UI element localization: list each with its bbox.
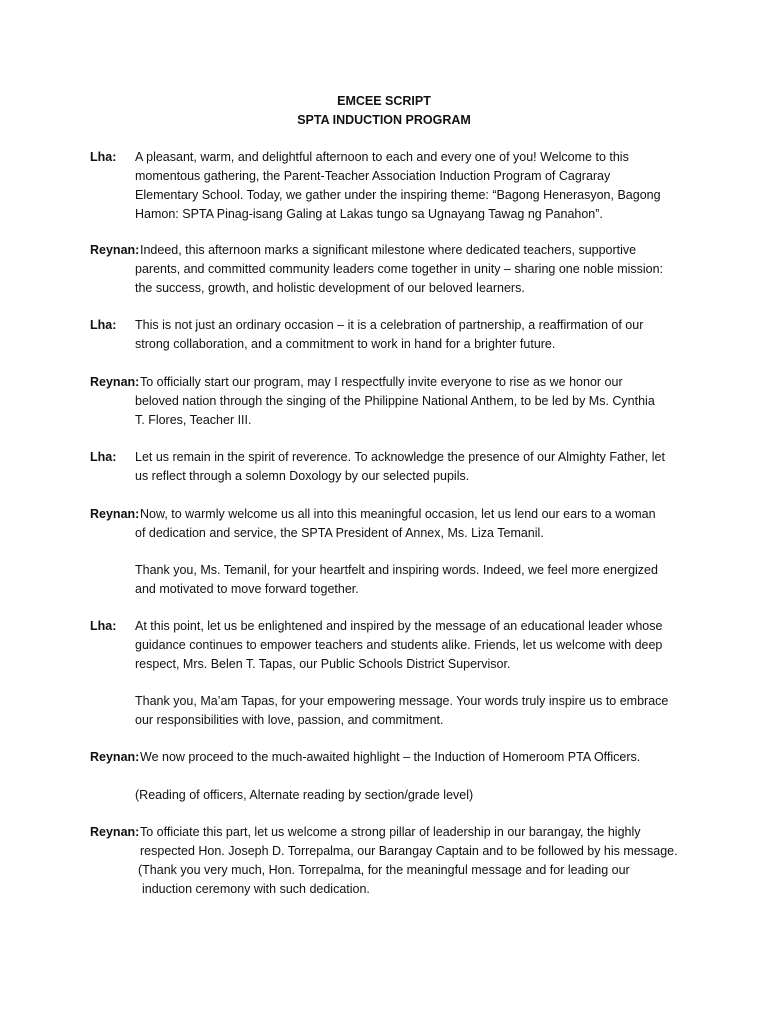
script-line: induction ceremony with such dedication. <box>142 882 370 896</box>
script-line: momentous gathering, the Parent-Teacher Association Induction Program of Cagraray <box>135 169 611 183</box>
script-line: To officiate this part, let us welcome a strong pillar of leadership in our barangay, the highly <box>140 825 641 839</box>
script-line: We now proceed to the much-awaited highlight – the Induction of Homeroom PTA Officers. <box>140 750 641 764</box>
speaker-label: Lha: <box>90 619 117 633</box>
script-line: us reflect through a solemn Doxology by our selected pupils. <box>135 469 470 483</box>
script-line: At this point, let us be enlightened and inspired by the message of an educational leader whose <box>135 619 663 633</box>
script-line: This is not just an ordinary occasion – it is a celebration of partnership, a reaffirmation of our <box>135 318 644 332</box>
script-line: guidance continues to empower teachers and students alike. Friends, let us welcome with deep <box>135 638 663 652</box>
speaker-label: Reynan: <box>90 825 140 839</box>
script-line: Elementary School. Today, we gather under the inspiring theme: “Bagong Henerasyon, Bagong <box>135 188 661 202</box>
script-line: respect, Mrs. Belen T. Tapas, our Public Schools District Supervisor. <box>135 657 511 671</box>
script-line: Thank you, Ma’am Tapas, for your empowering message. Your words truly inspire us to embrace <box>135 694 669 708</box>
script-line: Indeed, this afternoon marks a significant milestone where dedicated teachers, supportive <box>140 243 637 257</box>
speaker-label: Reynan: <box>90 507 140 521</box>
script-line: A pleasant, warm, and delightful afternoon to each and every one of you! Welcome to this <box>135 150 629 164</box>
script-line: Hamon: SPTA Pinag-isang Galing at Lakas tungo sa Ugnayang Tawag ng Panahon”. <box>135 207 603 221</box>
script-line: strong collaboration, and a commitment to work in hand for a brighter future. <box>135 337 556 351</box>
script-line: T. Flores, Teacher III. <box>135 413 252 427</box>
script-line: (Thank you very much, Hon. Torrepalma, for the meaningful message and for leading our <box>138 863 630 877</box>
script-line: To officially start our program, may I respectfully invite everyone to rise as we honor our <box>140 375 623 389</box>
speaker-label: Reynan: <box>90 750 140 764</box>
document-title: EMCEE SCRIPT <box>337 94 431 108</box>
speaker-label: Reynan: <box>90 243 140 257</box>
speaker-label: Reynan: <box>90 375 140 389</box>
script-line: and motivated to move forward together. <box>135 582 359 596</box>
speaker-label: Lha: <box>90 150 117 164</box>
speaker-label: Lha: <box>90 318 117 332</box>
script-line: beloved nation through the singing of the Philippine National Anthem, to be led by Ms. Cynthia <box>135 394 655 408</box>
script-line: our responsibilities with love, passion, and commitment. <box>135 713 444 727</box>
document-subtitle: SPTA INDUCTION PROGRAM <box>297 113 471 127</box>
script-line: the success, growth, and holistic development of our beloved learners. <box>135 281 525 295</box>
script-line: Let us remain in the spirit of reverence. To acknowledge the presence of our Almighty Father, let <box>135 450 665 464</box>
speaker-label: Lha: <box>90 450 117 464</box>
stage-direction: (Reading of officers, Alternate reading by section/grade level) <box>135 788 474 802</box>
script-line: parents, and committed community leaders come together in unity – sharing one noble mission: <box>135 262 664 276</box>
script-line: of dedication and service, the SPTA President of Annex, Ms. Liza Temanil. <box>135 526 544 540</box>
script-line: respected Hon. Joseph D. Torrepalma, our Barangay Captain and to be followed by his message. <box>140 844 678 858</box>
script-line: Now, to warmly welcome us all into this meaningful occasion, let us lend our ears to a woman <box>140 507 656 521</box>
script-line: Thank you, Ms. Temanil, for your heartfelt and inspiring words. Indeed, we feel more energized <box>135 563 658 577</box>
